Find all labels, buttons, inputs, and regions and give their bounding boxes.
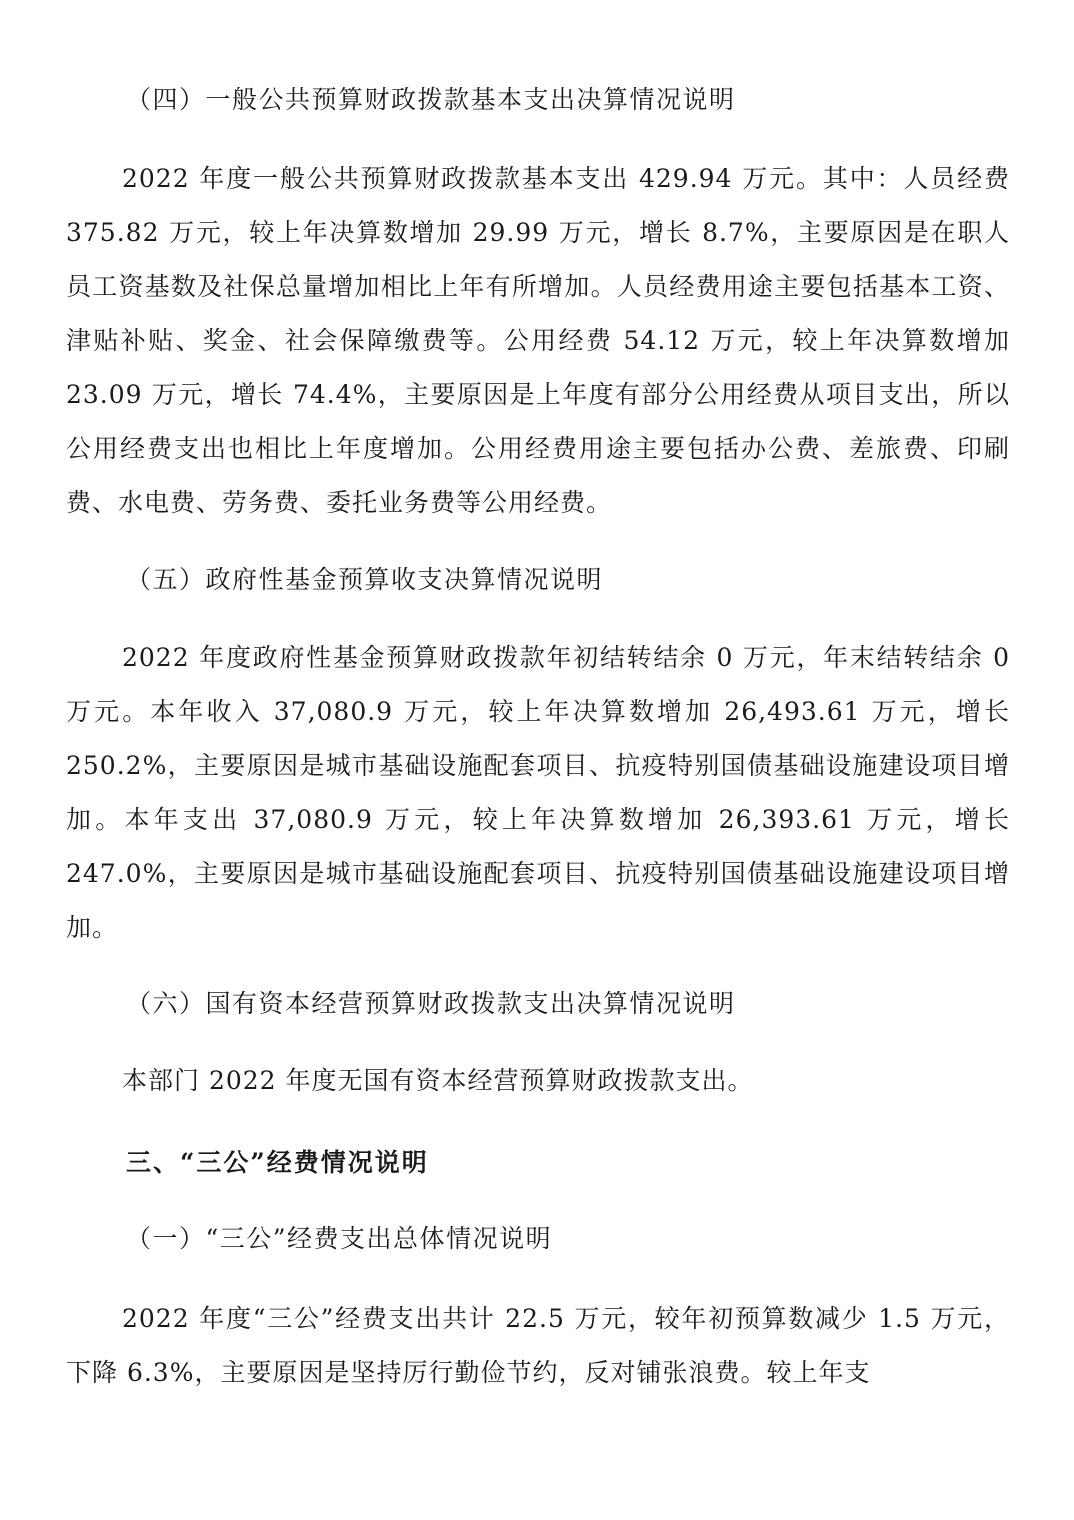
- section-heading-4: （四）一般公共预算财政拨款基本支出决算情况说明: [126, 85, 736, 114]
- chapter-heading-three-public: 三、“三公”经费情况说明: [126, 1148, 429, 1177]
- paragraph-government-fund: 2022 年度政府性基金预算财政拨款年初结转结余 0 万元，年末结转结余 0 万元。本年收入 37,080.9 万元，较上年决算数增加 26,493.61 万元，增长 250.2%，主要原因是城市基础设施配套项目、抗疫特别国债基础设施建设项目增加。本年支出 37,080.9 万元，较上年决算数增加 26,393.61 万元，增长 247.0%，主要原因是城市基础设施配套项目、抗疫特别国债基础设施建设项目增加。: [66, 643, 1010, 942]
- section-heading-6: （六）国有资本经营预算财政拨款支出决算情况说明: [126, 989, 736, 1018]
- paragraph-basic-expenditure: 2022 年度一般公共预算财政拨款基本支出 429.94 万元。其中：人员经费 375.82 万元，较上年决算数增加 29.99 万元，增长 8.7%，主要原因是在职人员工资基数及社保总量增加相比上年有所增加。人员经费用途主要包括基本工资、津贴补贴、奖金、社会保障缴费等。公用经费 54.12 万元，较上年决算数增加 23.09 万元，增长 74.4%，主要原因是上年度有部分公用经费从项目支出，所以公用经费支出也相比上年度增加。公用经费用途主要包括办公费、差旅费、印刷费、水电费、劳务费、委托业务费等公用经费。: [66, 164, 1010, 517]
- paragraph-three-public-overall: 2022 年度“三公”经费支出共计 22.5 万元，较年初预算数减少 1.5 万元，下降 6.3%，主要原因是坚持厉行勤俭节约，反对铺张浪费。较上年支: [66, 1304, 1010, 1387]
- paragraph-state-capital: 本部门 2022 年度无国有资本经营预算财政拨款支出。: [122, 1066, 754, 1095]
- section-heading-3-1: （一）“三公”经费支出总体情况说明: [126, 1224, 553, 1253]
- section-heading-5: （五）政府性基金预算收支决算情况说明: [126, 565, 604, 594]
